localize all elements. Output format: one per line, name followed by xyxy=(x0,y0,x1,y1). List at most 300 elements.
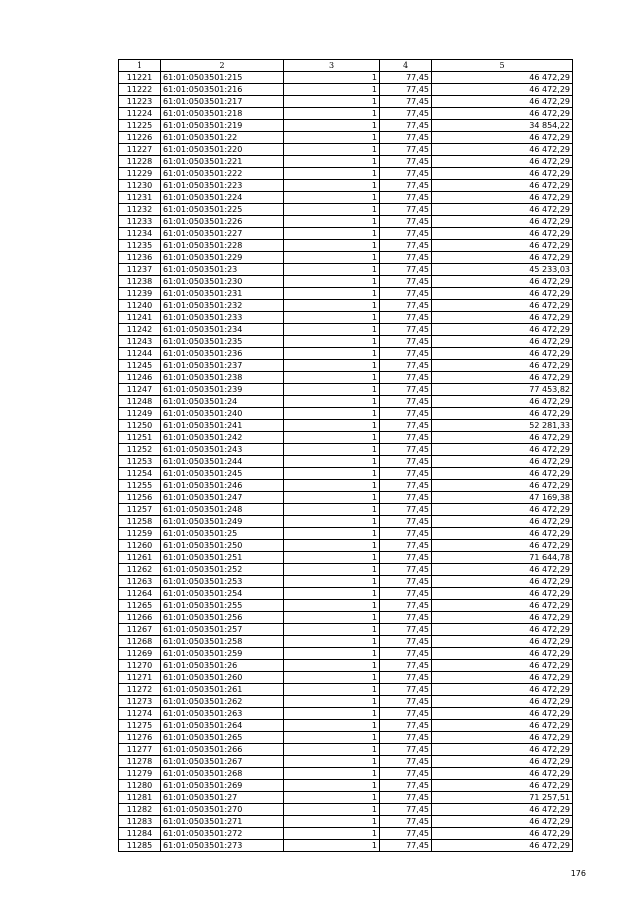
quantity-cell: 1 xyxy=(284,420,380,432)
value-cell: 46 472,29 xyxy=(432,168,573,180)
area-cell: 77,45 xyxy=(380,336,432,348)
cadastral-number-cell: 61:01:0503501:225 xyxy=(161,204,284,216)
value-cell: 46 472,29 xyxy=(432,708,573,720)
row-number-cell: 11263 xyxy=(119,576,161,588)
row-number-cell: 11274 xyxy=(119,708,161,720)
area-cell: 77,45 xyxy=(380,408,432,420)
row-number-cell: 11282 xyxy=(119,804,161,816)
table-row xyxy=(119,156,573,168)
quantity-cell: 1 xyxy=(284,348,380,360)
table-row xyxy=(119,372,573,384)
quantity-cell: 1 xyxy=(284,492,380,504)
row-number-cell: 11239 xyxy=(119,288,161,300)
table-row xyxy=(119,528,573,540)
cadastral-number-cell: 61:01:0503501:265 xyxy=(161,732,284,744)
value-cell: 46 472,29 xyxy=(432,204,573,216)
table-row xyxy=(119,708,573,720)
cadastral-number-cell: 61:01:0503501:236 xyxy=(161,348,284,360)
table-row xyxy=(119,516,573,528)
row-number-cell: 11281 xyxy=(119,792,161,804)
quantity-cell: 1 xyxy=(284,432,380,444)
row-number-cell: 11277 xyxy=(119,744,161,756)
value-cell: 46 472,29 xyxy=(432,588,573,600)
quantity-cell: 1 xyxy=(284,192,380,204)
value-cell: 71 257,51 xyxy=(432,792,573,804)
value-cell: 46 472,29 xyxy=(432,636,573,648)
area-cell: 77,45 xyxy=(380,180,432,192)
cadastral-number-cell: 61:01:0503501:261 xyxy=(161,684,284,696)
cadastral-number-cell: 61:01:0503501:235 xyxy=(161,336,284,348)
row-number-cell: 11258 xyxy=(119,516,161,528)
row-number-cell: 11235 xyxy=(119,240,161,252)
row-number-cell: 11221 xyxy=(119,72,161,84)
area-cell: 77,45 xyxy=(380,744,432,756)
table-row xyxy=(119,180,573,192)
cadastral-number-cell: 61:01:0503501:248 xyxy=(161,504,284,516)
value-cell: 46 472,29 xyxy=(432,780,573,792)
table-row xyxy=(119,828,573,840)
row-number-cell: 11232 xyxy=(119,204,161,216)
table-row xyxy=(119,300,573,312)
value-cell: 46 472,29 xyxy=(432,696,573,708)
area-cell: 77,45 xyxy=(380,480,432,492)
cadastral-number-cell: 61:01:0503501:269 xyxy=(161,780,284,792)
row-number-cell: 11257 xyxy=(119,504,161,516)
table-row xyxy=(119,228,573,240)
area-cell: 77,45 xyxy=(380,648,432,660)
value-cell: 46 472,29 xyxy=(432,480,573,492)
value-cell: 71 644,78 xyxy=(432,552,573,564)
row-number-cell: 11267 xyxy=(119,624,161,636)
quantity-cell: 1 xyxy=(284,516,380,528)
table-row xyxy=(119,804,573,816)
table-row xyxy=(119,600,573,612)
row-number-cell: 11236 xyxy=(119,252,161,264)
area-cell: 77,45 xyxy=(380,132,432,144)
cadastral-number-cell: 61:01:0503501:250 xyxy=(161,540,284,552)
area-cell: 77,45 xyxy=(380,492,432,504)
row-number-cell: 11233 xyxy=(119,216,161,228)
quantity-cell: 1 xyxy=(284,180,380,192)
quantity-cell: 1 xyxy=(284,624,380,636)
area-cell: 77,45 xyxy=(380,720,432,732)
area-cell: 77,45 xyxy=(380,768,432,780)
table-row xyxy=(119,360,573,372)
table-row xyxy=(119,660,573,672)
table-row xyxy=(119,144,573,156)
value-cell: 46 472,29 xyxy=(432,804,573,816)
row-number-cell: 11228 xyxy=(119,156,161,168)
quantity-cell: 1 xyxy=(284,252,380,264)
row-number-cell: 11261 xyxy=(119,552,161,564)
area-cell: 77,45 xyxy=(380,468,432,480)
table-row xyxy=(119,192,573,204)
value-cell: 46 472,29 xyxy=(432,240,573,252)
cadastral-number-cell: 61:01:0503501:271 xyxy=(161,816,284,828)
quantity-cell: 1 xyxy=(284,504,380,516)
table-header xyxy=(119,60,573,72)
value-cell: 46 472,29 xyxy=(432,96,573,108)
table-row xyxy=(119,696,573,708)
area-cell: 77,45 xyxy=(380,636,432,648)
area-cell: 77,45 xyxy=(380,432,432,444)
cadastral-number-cell: 61:01:0503501:245 xyxy=(161,468,284,480)
quantity-cell: 1 xyxy=(284,756,380,768)
value-cell: 46 472,29 xyxy=(432,252,573,264)
value-cell: 46 472,29 xyxy=(432,216,573,228)
quantity-cell: 1 xyxy=(284,96,380,108)
value-cell: 46 472,29 xyxy=(432,528,573,540)
cadastral-number-cell: 61:01:0503501:222 xyxy=(161,168,284,180)
cadastral-number-cell: 61:01:0503501:246 xyxy=(161,480,284,492)
area-cell: 77,45 xyxy=(380,144,432,156)
row-number-cell: 11234 xyxy=(119,228,161,240)
row-number-cell: 11242 xyxy=(119,324,161,336)
quantity-cell: 1 xyxy=(284,672,380,684)
area-cell: 77,45 xyxy=(380,264,432,276)
area-cell: 77,45 xyxy=(380,552,432,564)
row-number-cell: 11260 xyxy=(119,540,161,552)
quantity-cell: 1 xyxy=(284,204,380,216)
quantity-cell: 1 xyxy=(284,228,380,240)
cadastral-number-cell: 61:01:0503501:233 xyxy=(161,312,284,324)
row-number-cell: 11245 xyxy=(119,360,161,372)
value-cell: 46 472,29 xyxy=(432,756,573,768)
cadastral-number-cell: 61:01:0503501:243 xyxy=(161,444,284,456)
value-cell: 46 472,29 xyxy=(432,84,573,96)
area-cell: 77,45 xyxy=(380,588,432,600)
column-header-5: 5 xyxy=(432,60,573,72)
value-cell: 46 472,29 xyxy=(432,504,573,516)
cadastral-number-cell: 61:01:0503501:260 xyxy=(161,672,284,684)
table-row xyxy=(119,780,573,792)
cadastral-number-cell: 61:01:0503501:253 xyxy=(161,576,284,588)
value-cell: 46 472,29 xyxy=(432,732,573,744)
area-cell: 77,45 xyxy=(380,600,432,612)
value-cell: 46 472,29 xyxy=(432,132,573,144)
quantity-cell: 1 xyxy=(284,564,380,576)
row-number-cell: 11237 xyxy=(119,264,161,276)
cadastral-number-cell: 61:01:0503501:237 xyxy=(161,360,284,372)
quantity-cell: 1 xyxy=(284,480,380,492)
cadastral-number-cell: 61:01:0503501:218 xyxy=(161,108,284,120)
row-number-cell: 11226 xyxy=(119,132,161,144)
table-row xyxy=(119,132,573,144)
row-number-cell: 11275 xyxy=(119,720,161,732)
value-cell: 52 281,33 xyxy=(432,420,573,432)
page-number: 176 xyxy=(570,869,586,878)
quantity-cell: 1 xyxy=(284,276,380,288)
column-header-1: 1 xyxy=(119,60,161,72)
cadastral-number-cell: 61:01:0503501:266 xyxy=(161,744,284,756)
quantity-cell: 1 xyxy=(284,816,380,828)
row-number-cell: 11224 xyxy=(119,108,161,120)
area-cell: 77,45 xyxy=(380,792,432,804)
row-number-cell: 11269 xyxy=(119,648,161,660)
quantity-cell: 1 xyxy=(284,312,380,324)
row-number-cell: 11278 xyxy=(119,756,161,768)
value-cell: 46 472,29 xyxy=(432,396,573,408)
row-number-cell: 11266 xyxy=(119,612,161,624)
quantity-cell: 1 xyxy=(284,528,380,540)
row-number-cell: 11268 xyxy=(119,636,161,648)
value-cell: 46 472,29 xyxy=(432,408,573,420)
cadastral-number-cell: 61:01:0503501:273 xyxy=(161,840,284,852)
value-cell: 47 169,38 xyxy=(432,492,573,504)
cadastral-number-cell: 61:01:0503501:241 xyxy=(161,420,284,432)
value-cell: 46 472,29 xyxy=(432,192,573,204)
table-row xyxy=(119,84,573,96)
cadastral-number-cell: 61:01:0503501:240 xyxy=(161,408,284,420)
table-row xyxy=(119,252,573,264)
area-cell: 77,45 xyxy=(380,564,432,576)
value-cell: 46 472,29 xyxy=(432,720,573,732)
row-number-cell: 11229 xyxy=(119,168,161,180)
cadastral-number-cell: 61:01:0503501:223 xyxy=(161,180,284,192)
quantity-cell: 1 xyxy=(284,540,380,552)
area-cell: 77,45 xyxy=(380,684,432,696)
row-number-cell: 11264 xyxy=(119,588,161,600)
value-cell: 46 472,29 xyxy=(432,648,573,660)
value-cell: 46 472,29 xyxy=(432,324,573,336)
data-table xyxy=(118,59,573,852)
cadastral-number-cell: 61:01:0503501:255 xyxy=(161,600,284,612)
table-row xyxy=(119,288,573,300)
cadastral-number-cell: 61:01:0503501:224 xyxy=(161,192,284,204)
area-cell: 77,45 xyxy=(380,612,432,624)
area-cell: 77,45 xyxy=(380,804,432,816)
value-cell: 46 472,29 xyxy=(432,348,573,360)
area-cell: 77,45 xyxy=(380,528,432,540)
area-cell: 77,45 xyxy=(380,456,432,468)
cadastral-number-cell: 61:01:0503501:229 xyxy=(161,252,284,264)
row-number-cell: 11225 xyxy=(119,120,161,132)
table-row xyxy=(119,336,573,348)
area-cell: 77,45 xyxy=(380,216,432,228)
row-number-cell: 11223 xyxy=(119,96,161,108)
value-cell: 46 472,29 xyxy=(432,372,573,384)
quantity-cell: 1 xyxy=(284,780,380,792)
area-cell: 77,45 xyxy=(380,504,432,516)
area-cell: 77,45 xyxy=(380,84,432,96)
area-cell: 77,45 xyxy=(380,156,432,168)
table-row xyxy=(119,504,573,516)
area-cell: 77,45 xyxy=(380,312,432,324)
quantity-cell: 1 xyxy=(284,744,380,756)
row-number-cell: 11248 xyxy=(119,396,161,408)
value-cell: 46 472,29 xyxy=(432,612,573,624)
value-cell: 46 472,29 xyxy=(432,444,573,456)
row-number-cell: 11238 xyxy=(119,276,161,288)
row-number-cell: 11255 xyxy=(119,480,161,492)
value-cell: 46 472,29 xyxy=(432,156,573,168)
table-row xyxy=(119,312,573,324)
quantity-cell: 1 xyxy=(284,828,380,840)
cadastral-number-cell: 61:01:0503501:25 xyxy=(161,528,284,540)
quantity-cell: 1 xyxy=(284,660,380,672)
table-row xyxy=(119,468,573,480)
quantity-cell: 1 xyxy=(284,468,380,480)
value-cell: 46 472,29 xyxy=(432,456,573,468)
cadastral-number-cell: 61:01:0503501:216 xyxy=(161,84,284,96)
quantity-cell: 1 xyxy=(284,384,380,396)
value-cell: 46 472,29 xyxy=(432,540,573,552)
value-cell: 46 472,29 xyxy=(432,360,573,372)
cadastral-number-cell: 61:01:0503501:238 xyxy=(161,372,284,384)
area-cell: 77,45 xyxy=(380,516,432,528)
quantity-cell: 1 xyxy=(284,444,380,456)
cadastral-number-cell: 61:01:0503501:215 xyxy=(161,72,284,84)
value-cell: 46 472,29 xyxy=(432,300,573,312)
quantity-cell: 1 xyxy=(284,240,380,252)
quantity-cell: 1 xyxy=(284,696,380,708)
table-row xyxy=(119,492,573,504)
cadastral-number-cell: 61:01:0503501:220 xyxy=(161,144,284,156)
value-cell: 46 472,29 xyxy=(432,768,573,780)
quantity-cell: 1 xyxy=(284,408,380,420)
quantity-cell: 1 xyxy=(284,840,380,852)
value-cell: 46 472,29 xyxy=(432,228,573,240)
value-cell: 46 472,29 xyxy=(432,744,573,756)
table-row xyxy=(119,612,573,624)
row-number-cell: 11230 xyxy=(119,180,161,192)
row-number-cell: 11241 xyxy=(119,312,161,324)
area-cell: 77,45 xyxy=(380,732,432,744)
quantity-cell: 1 xyxy=(284,636,380,648)
row-number-cell: 11240 xyxy=(119,300,161,312)
quantity-cell: 1 xyxy=(284,732,380,744)
table-row xyxy=(119,636,573,648)
table-body xyxy=(119,72,573,852)
area-cell: 77,45 xyxy=(380,120,432,132)
cadastral-number-cell: 61:01:0503501:267 xyxy=(161,756,284,768)
area-cell: 77,45 xyxy=(380,840,432,852)
quantity-cell: 1 xyxy=(284,768,380,780)
area-cell: 77,45 xyxy=(380,276,432,288)
cadastral-number-cell: 61:01:0503501:230 xyxy=(161,276,284,288)
table-row xyxy=(119,732,573,744)
column-header-4: 4 xyxy=(380,60,432,72)
area-cell: 77,45 xyxy=(380,816,432,828)
area-cell: 77,45 xyxy=(380,348,432,360)
quantity-cell: 1 xyxy=(284,300,380,312)
area-cell: 77,45 xyxy=(380,360,432,372)
value-cell: 46 472,29 xyxy=(432,468,573,480)
cadastral-number-cell: 61:01:0503501:217 xyxy=(161,96,284,108)
table-row xyxy=(119,444,573,456)
cadastral-number-cell: 61:01:0503501:262 xyxy=(161,696,284,708)
row-number-cell: 11249 xyxy=(119,408,161,420)
table-row xyxy=(119,672,573,684)
cadastral-number-cell: 61:01:0503501:252 xyxy=(161,564,284,576)
area-cell: 77,45 xyxy=(380,108,432,120)
table-row xyxy=(119,396,573,408)
quantity-cell: 1 xyxy=(284,576,380,588)
value-cell: 77 453,82 xyxy=(432,384,573,396)
area-cell: 77,45 xyxy=(380,240,432,252)
quantity-cell: 1 xyxy=(284,648,380,660)
table-row xyxy=(119,204,573,216)
column-header-2: 2 xyxy=(161,60,284,72)
table-row xyxy=(119,768,573,780)
table-row xyxy=(119,840,573,852)
cadastral-number-cell: 61:01:0503501:272 xyxy=(161,828,284,840)
row-number-cell: 11273 xyxy=(119,696,161,708)
table-row xyxy=(119,108,573,120)
row-number-cell: 11265 xyxy=(119,600,161,612)
cadastral-number-cell: 61:01:0503501:251 xyxy=(161,552,284,564)
quantity-cell: 1 xyxy=(284,708,380,720)
quantity-cell: 1 xyxy=(284,120,380,132)
cadastral-number-cell: 61:01:0503501:268 xyxy=(161,768,284,780)
value-cell: 46 472,29 xyxy=(432,288,573,300)
row-number-cell: 11254 xyxy=(119,468,161,480)
cadastral-number-cell: 61:01:0503501:270 xyxy=(161,804,284,816)
row-number-cell: 11253 xyxy=(119,456,161,468)
value-cell: 46 472,29 xyxy=(432,276,573,288)
cadastral-number-cell: 61:01:0503501:254 xyxy=(161,588,284,600)
table-row xyxy=(119,624,573,636)
cadastral-number-cell: 61:01:0503501:26 xyxy=(161,660,284,672)
cadastral-number-cell: 61:01:0503501:239 xyxy=(161,384,284,396)
table-row xyxy=(119,420,573,432)
quantity-cell: 1 xyxy=(284,792,380,804)
cadastral-number-cell: 61:01:0503501:226 xyxy=(161,216,284,228)
row-number-cell: 11243 xyxy=(119,336,161,348)
value-cell: 46 472,29 xyxy=(432,624,573,636)
row-number-cell: 11252 xyxy=(119,444,161,456)
area-cell: 77,45 xyxy=(380,576,432,588)
value-cell: 46 472,29 xyxy=(432,816,573,828)
table-row xyxy=(119,564,573,576)
row-number-cell: 11283 xyxy=(119,816,161,828)
area-cell: 77,45 xyxy=(380,96,432,108)
area-cell: 77,45 xyxy=(380,168,432,180)
row-number-cell: 11285 xyxy=(119,840,161,852)
row-number-cell: 11247 xyxy=(119,384,161,396)
row-number-cell: 11222 xyxy=(119,84,161,96)
value-cell: 46 472,29 xyxy=(432,108,573,120)
table-row xyxy=(119,816,573,828)
area-cell: 77,45 xyxy=(380,228,432,240)
column-header-3: 3 xyxy=(284,60,380,72)
table-row xyxy=(119,264,573,276)
quantity-cell: 1 xyxy=(284,168,380,180)
area-cell: 77,45 xyxy=(380,672,432,684)
quantity-cell: 1 xyxy=(284,456,380,468)
quantity-cell: 1 xyxy=(284,588,380,600)
cadastral-number-cell: 61:01:0503501:227 xyxy=(161,228,284,240)
cadastral-number-cell: 61:01:0503501:258 xyxy=(161,636,284,648)
cadastral-number-cell: 61:01:0503501:244 xyxy=(161,456,284,468)
table-row xyxy=(119,792,573,804)
table-row xyxy=(119,540,573,552)
quantity-cell: 1 xyxy=(284,720,380,732)
quantity-cell: 1 xyxy=(284,552,380,564)
table-row xyxy=(119,744,573,756)
row-number-cell: 11272 xyxy=(119,684,161,696)
value-cell: 46 472,29 xyxy=(432,684,573,696)
table-row xyxy=(119,240,573,252)
quantity-cell: 1 xyxy=(284,108,380,120)
area-cell: 77,45 xyxy=(380,420,432,432)
quantity-cell: 1 xyxy=(284,156,380,168)
cadastral-number-cell: 61:01:0503501:263 xyxy=(161,708,284,720)
table-row xyxy=(119,120,573,132)
quantity-cell: 1 xyxy=(284,396,380,408)
cadastral-number-cell: 61:01:0503501:242 xyxy=(161,432,284,444)
quantity-cell: 1 xyxy=(284,72,380,84)
